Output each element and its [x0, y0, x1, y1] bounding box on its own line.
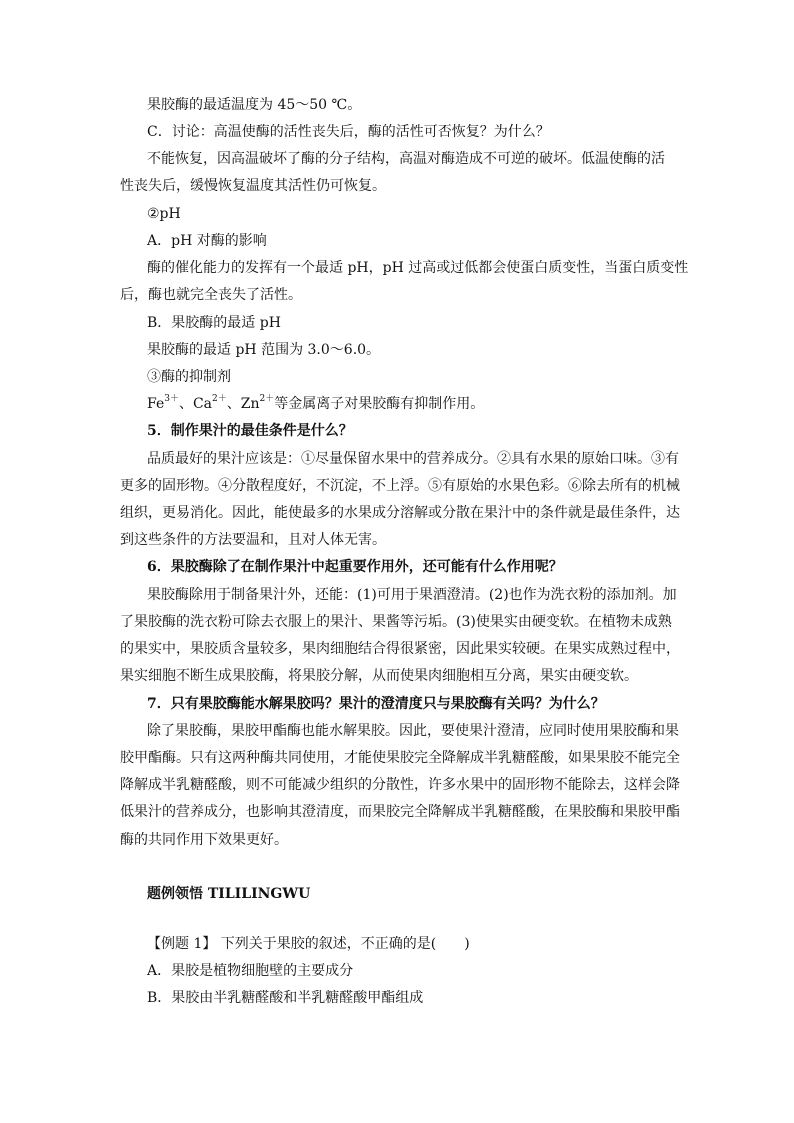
- text-line: 酶的共同作用下效果更好。: [120, 832, 288, 848]
- text-line: 更多的固形物。④分散程度好，不沉淀，不上浮。⑤有原始的水果色彩。⑥除去所有的机械: [120, 478, 680, 494]
- subsection-label: ③酶的抑制剂: [147, 369, 231, 385]
- example-question: 【例题 1】 下列关于果胶的叙述，不正确的是( ): [147, 936, 470, 952]
- text-line: 后，酶也就完全丧失了活性。: [120, 287, 302, 303]
- text-line: 果胶酶的最适温度为 45～50 ℃。: [147, 97, 362, 113]
- text-line: 胶甲酯酶。只有这两种酶共同使用，才能使果胶完全降解成半乳糖醛酸，如果果胶不能完全: [120, 750, 680, 766]
- question-5: 5．制作果汁的最佳条件是什么？: [147, 423, 353, 439]
- charge: 2＋: [212, 394, 227, 405]
- text-line: 降解成半乳糖醛酸，则不可能减少组织的分散性，许多水果中的固形物不能除去，这样会降: [120, 777, 680, 793]
- text-line: 品质最好的果汁应该是：①尽量保留水果中的营养成分。②具有水果的原始口味。③有: [147, 451, 679, 467]
- text-line: 酶的催化能力的发挥有一个最适 pH，pH 过高或过低都会使蛋白质变性，当蛋白质变性: [147, 260, 689, 276]
- text-line: [147, 394, 484, 414]
- text-line: 果胶酶的最适 pH 范围为 3.0～6.0。: [147, 342, 381, 358]
- text-line: 到这些条件的方法要温和，且对人体无害。: [120, 532, 386, 548]
- ion-zn: 、Zn: [226, 396, 260, 412]
- charge: 3＋: [164, 394, 179, 405]
- text-line: 组织，更易消化。因此，能使最多的水果成分溶解或分散在果汁中的条件就是最佳条件，达: [120, 505, 680, 521]
- subsection-label: ②pH: [147, 206, 181, 222]
- text-line: 果胶酶除用于制备果汁外，还能：(1)可用于果酒澄清。(2)也作为洗衣粉的添加剂。加: [147, 587, 677, 603]
- charge: 2＋: [259, 394, 275, 405]
- section-heading: 题例领悟 TILILINGWU: [147, 886, 311, 902]
- text-line: 了果胶酶的洗衣粉可除去衣服上的果汁、果酱等污垢。(3)使果实由硬变软。在植物未成熟: [120, 614, 672, 630]
- ion-ca: 、Ca: [178, 396, 213, 412]
- text-line: 的果实中，果胶质含量较多，果肉细胞结合得很紧密，因此果实较硬。在果实成熟过程中，: [120, 641, 680, 657]
- subsection-label: A．pH 对酶的影响: [147, 233, 267, 249]
- text-line: 性丧失后，缓慢恢复温度其活性仍可恢复。: [120, 178, 386, 194]
- text-fragment: 等金属离子对果胶酶有抑制作用。: [274, 396, 485, 412]
- discussion-question: C．讨论：高温使酶的活性丧失后，酶的活性可否恢复？为什么？: [147, 124, 550, 140]
- text-line: 低果汁的营养成分，也影响其澄清度，而果胶完全降解成半乳糖醛酸，在果胶酶和果胶甲酯: [120, 804, 680, 820]
- ion-fe: Fe: [147, 396, 165, 412]
- question-6: 6．果胶酶除了在制作果汁中起重要作用外，还可能有什么作用呢？: [147, 559, 563, 575]
- option-a: A．果胶是植物细胞壁的主要成分: [147, 963, 354, 979]
- text-line: 不能恢复，因高温破坏了酶的分子结构，高温对酶造成不可逆的破坏。低温使酶的活: [147, 151, 665, 167]
- text-line: 除了果胶酶，果胶甲酯酶也能水解果胶。因此，要使果汁澄清，应同时使用果胶酶和果: [147, 723, 679, 739]
- text-line: 果实细胞不断生成果胶酶，将果胶分解，从而使果肉细胞相互分离，果实由硬变软。: [120, 668, 638, 684]
- subsection-label: B．果胶酶的最适 pH: [147, 315, 281, 331]
- question-7: 7．只有果胶酶能水解果胶吗？果汁的澄清度只与果胶酶有关吗？为什么？: [147, 696, 605, 712]
- option-b: B．果胶由半乳糖醛酸和半乳糖醛酸甲酯组成: [147, 990, 424, 1006]
